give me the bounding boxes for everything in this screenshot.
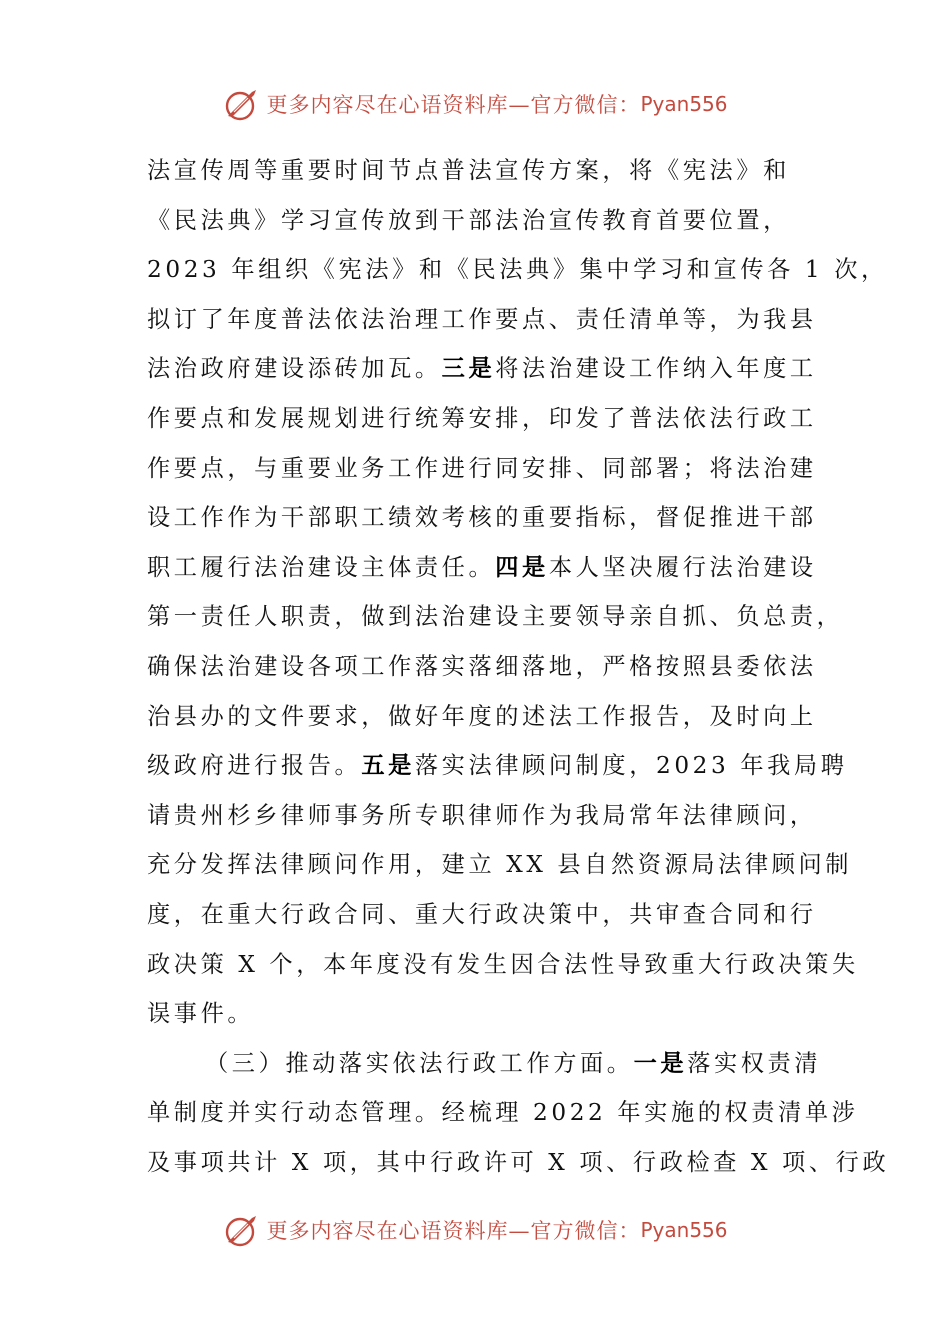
quill-logo-icon <box>222 1212 262 1248</box>
text-segment: 及事项共计 X 项，其中行政许可 X 项、行政检查 X 项、行政 <box>147 1148 890 1176</box>
text-segment: 第一责任人职责，做到法治建设主要领导亲自抓、负总责， <box>147 603 844 631</box>
text-line <box>147 592 844 642</box>
watermark-text: 更多内容尽在心语资料库—官方微信： <box>266 93 641 117</box>
text-segment: 2023 年组织《宪法》和《民法典》集中学习和宣传各 1 次， <box>147 256 888 284</box>
text-segment: 作要点，与重要业务工作进行同安排、同部署；将法治建 <box>147 454 817 482</box>
text-segment: 请贵州杉乡律师事务所专职律师作为我局常年法律顾问， <box>147 801 817 829</box>
bold-enumerator: 四是 <box>495 553 549 581</box>
text-segment: 政决策 X 个，本年度没有发生因合法性导致重大行政决策失 <box>147 950 859 978</box>
text-segment: 误事件。 <box>147 1000 255 1028</box>
text-segment: 落实权责清 <box>687 1049 822 1077</box>
text-line <box>147 543 817 593</box>
text-line <box>147 344 817 394</box>
bold-enumerator: 五是 <box>361 752 415 780</box>
text-line <box>147 1138 890 1188</box>
text-segment: 设工作作为干部职工绩效考核的重要指标，督促推进干部 <box>147 504 817 532</box>
watermark-banner-top <box>0 84 950 124</box>
text-segment: 《民法典》学习宣传放到干部法治宣传教育首要位置， <box>147 206 790 234</box>
text-line <box>147 444 817 494</box>
text-line <box>147 840 853 890</box>
bold-enumerator: 三是 <box>441 355 496 383</box>
watermark-text: 更多内容尽在心语资料库—官方微信： <box>266 1219 641 1243</box>
text-line <box>147 1088 859 1138</box>
text-line <box>147 692 817 742</box>
text-segment: 作要点和发展规划进行统筹安排，印发了普法依法行政工 <box>147 404 817 432</box>
text-segment: 充分发挥法律顾问作用，建立 XX 县自然资源局法律顾问制 <box>147 851 853 879</box>
text-segment: 确保法治建设各项工作落实落细落地，严格按照县委依法 <box>147 652 817 680</box>
watermark-banner-bottom <box>0 1210 950 1250</box>
quill-logo-icon <box>222 86 262 122</box>
text-line <box>147 741 848 791</box>
text-line <box>147 940 859 990</box>
text-segment: 本人坚决履行法治建设 <box>548 553 817 581</box>
text-line <box>147 1039 822 1089</box>
document-body <box>147 146 890 1187</box>
watermark-wechat-id: Pyan556 <box>640 92 728 116</box>
text-segment: 单制度并实行动态管理。经梳理 2022 年实施的权责清单涉 <box>147 1099 859 1127</box>
text-segment: 法治政府建设添砖加瓦。 <box>147 355 442 383</box>
text-line <box>147 989 807 1039</box>
watermark-wechat-id: Pyan556 <box>640 1218 728 1242</box>
text-line <box>147 196 807 246</box>
bold-enumerator: 一是 <box>633 1049 688 1077</box>
text-segment: 度，在重大行政合同、重大行政决策中，共审查合同和行 <box>147 900 817 928</box>
text-segment: 职工履行法治建设主体责任。 <box>147 553 496 581</box>
text-line <box>147 890 817 940</box>
text-segment: 级政府进行报告。 <box>147 752 362 780</box>
text-segment: 治县办的文件要求，做好年度的述法工作报告，及时向上 <box>147 702 817 730</box>
text-line <box>147 791 817 841</box>
text-line <box>147 493 817 543</box>
text-segment: 将法治建设工作纳入年度工 <box>495 355 817 383</box>
text-line <box>147 146 807 196</box>
text-segment: 落实法律顾问制度，2023 年我局聘 <box>414 752 848 780</box>
text-line <box>147 394 817 444</box>
text-segment: 法宣传周等重要时间节点普法宣传方案，将《宪法》和 <box>147 157 790 184</box>
text-line <box>147 295 817 345</box>
text-line <box>147 245 888 295</box>
text-segment: 拟订了年度普法依法治理工作要点、责任清单等，为我县 <box>147 305 817 333</box>
text-line <box>147 642 817 692</box>
text-segment: （三）推动落实依法行政工作方面。 <box>205 1049 634 1077</box>
